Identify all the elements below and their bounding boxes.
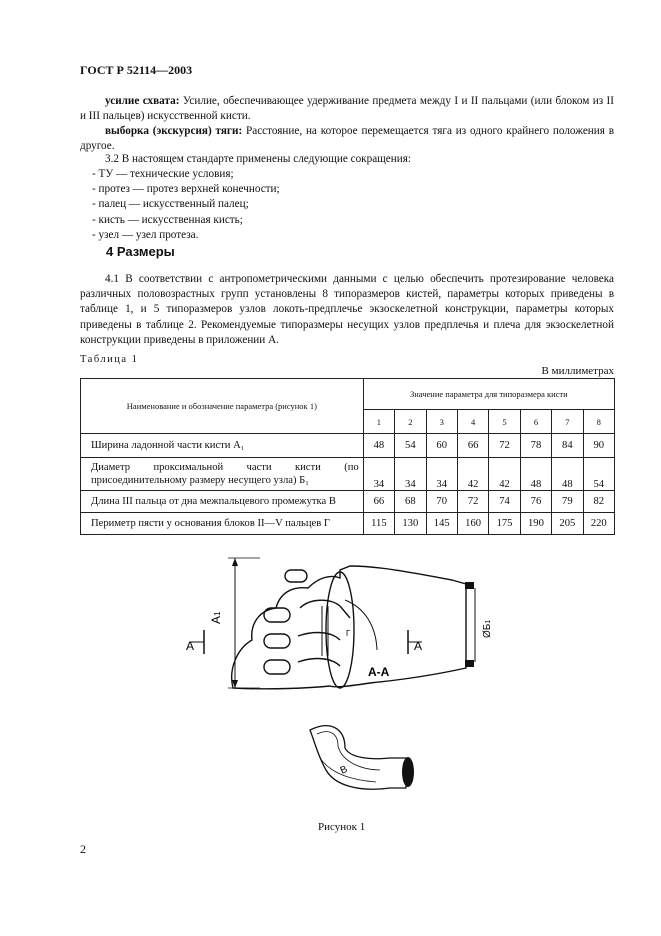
- cell: 48: [363, 434, 394, 458]
- label-d: ØБ1: [482, 619, 493, 638]
- cell: 160: [457, 513, 488, 535]
- row-name: Диаметр проксимальной части кисти (по присоединительному размеру несущего узла) Б₁: [81, 458, 364, 491]
- hand-outline: [232, 566, 466, 689]
- definition-text: Усилие, обеспечивающее удерживание предмета между I и II пальцами (или блоком из II и III пальцев) искусственной кисти.: [80, 95, 615, 123]
- list-item: - палец — искусственный палец;: [92, 198, 249, 211]
- label-g: Г: [346, 629, 351, 638]
- cell: 82: [583, 491, 614, 513]
- cell: 190: [520, 513, 551, 535]
- cell: 54: [395, 434, 426, 458]
- cell: 74: [489, 491, 520, 513]
- table-caption: Таблица 1: [80, 354, 139, 365]
- cell: 42: [457, 458, 488, 491]
- section-title: 4 Размеры: [106, 244, 175, 259]
- table-row: [81, 434, 615, 458]
- cell: 48: [520, 458, 551, 491]
- cell: 68: [395, 491, 426, 513]
- document-header: ГОСТ Р 52114—2003: [80, 63, 193, 77]
- definition-text: Расстояние, на которое перемещается тяга из одного крайнего положения в другое.: [80, 125, 615, 153]
- section-marker-right: А: [414, 639, 423, 653]
- size-header: 3: [426, 410, 457, 434]
- cell: 130: [395, 513, 426, 535]
- row-name: Длина III пальца от дна межпальцевого промежутка В: [81, 491, 364, 513]
- table-header-name: Наименование и обозначение параметра (рисунок 1): [81, 379, 364, 434]
- cell: 78: [520, 434, 551, 458]
- abbreviation-list: [92, 167, 592, 243]
- size-header: 7: [552, 410, 583, 434]
- definition-excursion: [80, 124, 614, 154]
- figure-caption: Рисунок 1: [318, 821, 366, 833]
- cell: 84: [552, 434, 583, 458]
- cell: 72: [489, 434, 520, 458]
- clause-3-2: 3.2 В настоящем стандарте применены следующие сокращения:: [105, 153, 411, 165]
- cell: 115: [363, 513, 394, 535]
- table-row: [81, 491, 615, 513]
- cell: 72: [457, 491, 488, 513]
- label-a1: А1: [209, 611, 223, 624]
- cell: 54: [583, 458, 614, 491]
- size-header: 5: [489, 410, 520, 434]
- cell: 175: [489, 513, 520, 535]
- cell: 60: [426, 434, 457, 458]
- size-header: 1: [363, 410, 394, 434]
- cell: 66: [457, 434, 488, 458]
- definition-term: усилие схвата:: [105, 95, 180, 107]
- cell: 145: [426, 513, 457, 535]
- definition-grip-force: [80, 94, 614, 124]
- cell: 48: [552, 458, 583, 491]
- cell: 90: [583, 434, 614, 458]
- cell: 79: [552, 491, 583, 513]
- cell: 34: [426, 458, 457, 491]
- section-marker-left: А: [186, 639, 195, 653]
- table-row: [81, 513, 615, 535]
- table-units: В миллиметрах: [541, 365, 614, 377]
- list-item: - протез — протез верхней конечности;: [92, 183, 280, 196]
- size-header: 8: [583, 410, 614, 434]
- table-header-values: Значение параметра для типоразмера кисти: [363, 379, 614, 410]
- hand-figure: [180, 548, 510, 813]
- section-label: А-А: [368, 665, 390, 679]
- list-item: - кисть — искусственная кисть;: [92, 213, 243, 226]
- size-header: 2: [395, 410, 426, 434]
- size-header: 6: [520, 410, 551, 434]
- cell: 34: [363, 458, 394, 491]
- row-name: Периметр пясти у основания блоков II—V пальцев Г: [81, 513, 364, 535]
- connector-bottom: [465, 660, 474, 667]
- list-item: - узел — узел протеза.: [92, 228, 199, 241]
- cell: 220: [583, 513, 614, 535]
- list-item: - ТУ — технические условия;: [92, 168, 234, 180]
- row-name: Ширина ладонной части кисти А₁: [81, 434, 364, 458]
- connector-top: [465, 582, 474, 589]
- cell: 42: [489, 458, 520, 491]
- size-header: 4: [457, 410, 488, 434]
- cell: 70: [426, 491, 457, 513]
- finger-section: [310, 726, 406, 790]
- clause-4-1: 4.1 В соответствии с антропометрическими данными с целью обеспечить протезирование человека различных половозрастных групп установлены 8 типоразмеров кистей, параметры которых приведены в таблице 1, и 5 типоразмеров узлов локоть-предплечье экзоскелетной конструкции, параметры которых приведены в таблице 2. Рекомендуемые типоразмеры несущих узлов предплечья и плеча для экзоскелетной конструкции приведены в приложении А.: [80, 273, 614, 346]
- parameters-table: [80, 378, 615, 535]
- table-row: [81, 458, 615, 491]
- page-number: 2: [80, 842, 86, 856]
- definition-term: выборка (экскурсия) тяги:: [105, 125, 243, 137]
- finger-tip: [402, 757, 414, 787]
- cell: 76: [520, 491, 551, 513]
- label-v: В: [338, 763, 350, 777]
- cell: 34: [395, 458, 426, 491]
- cell: 66: [363, 491, 394, 513]
- cell: 205: [552, 513, 583, 535]
